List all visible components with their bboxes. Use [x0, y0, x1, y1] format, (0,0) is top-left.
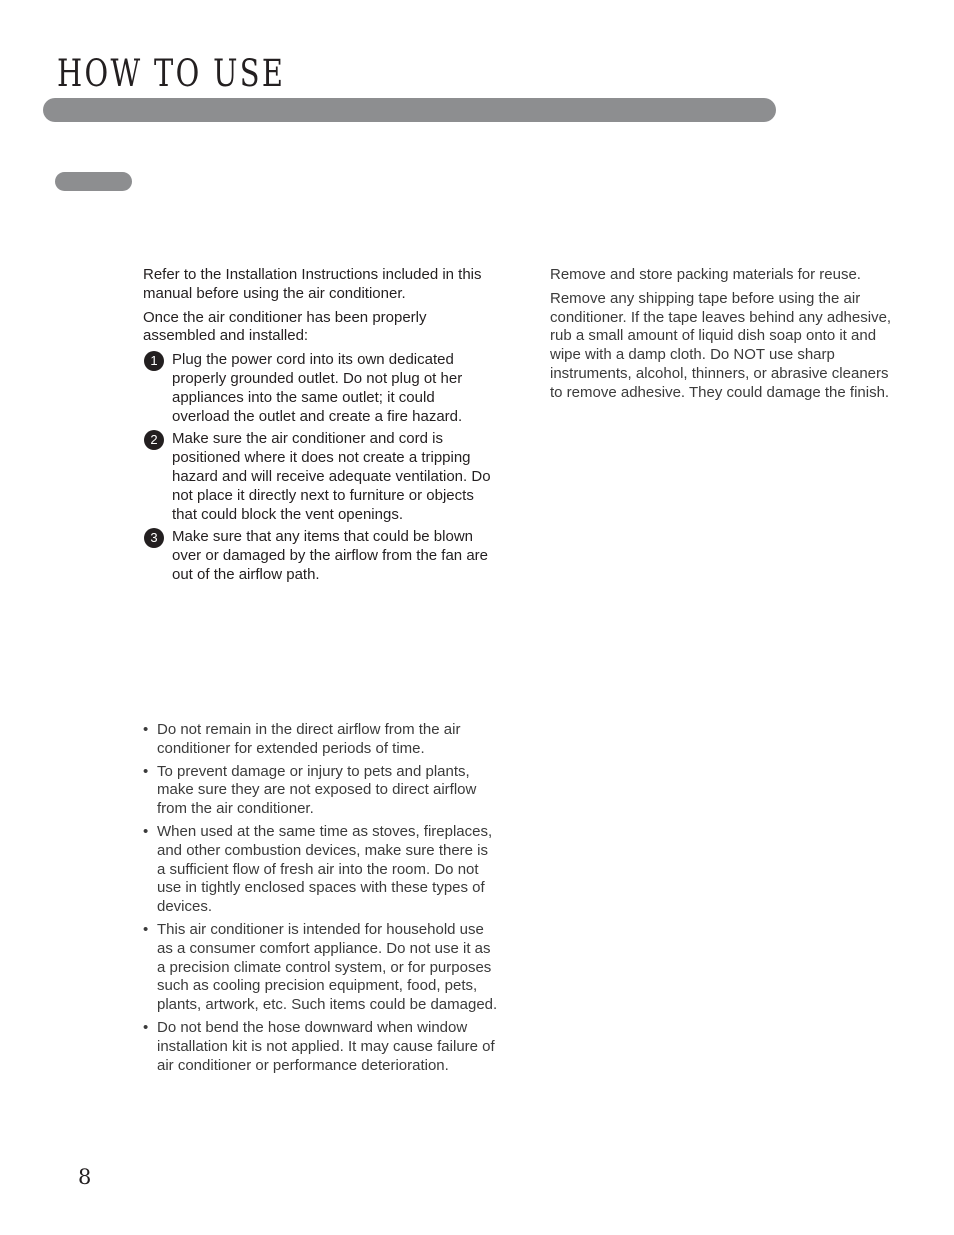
title-divider-bar — [43, 98, 776, 122]
page-number: 8 — [78, 1165, 92, 1189]
step-item — [143, 351, 493, 426]
caution-text: When used at the same time as stoves, fireplaces, and other combustion devices, make sure there is a sufficient flow of fresh air into the room. Do not use in tightly enclosed spaces with these types of devices. — [157, 822, 493, 916]
step-number-badge: 1 — [144, 351, 164, 371]
installation-intro-2: Once the air conditioner has been properly assembled and installed: — [143, 308, 427, 345]
step-item — [143, 430, 493, 524]
installation-intro: Refer to the Installation Instructions included in this manual before using the air conditioner. — [143, 266, 482, 302]
caution-item — [143, 1019, 498, 1075]
bullet-icon: • — [143, 721, 149, 738]
caution-item — [143, 823, 498, 917]
page-title: HOW TO USE — [57, 52, 286, 95]
step-item — [143, 528, 493, 584]
caution-text: To prevent damage or injury to pets and plants, make sure they are not exposed to direct airflow from the air conditioner. — [157, 762, 477, 818]
packing-paragraph: Remove and store packing materials for reuse. — [550, 266, 861, 283]
step-number-badge: 2 — [144, 430, 164, 450]
step-text: Make sure the air conditioner and cord is positioned where it does not create a tripping hazard and will receive adequate ventilation. Do not place it directly next to furniture or objects that could block the vent openings. — [172, 430, 491, 523]
tape-paragraph: Remove any shipping tape before using the air conditioner. If the tape leaves behind any adhesive, rub a small amount of liquid dish soap onto it and wipe with a damp cloth. Do NOT use sharp instruments, alcohol, thinners, or abrasive cleaners to remove adhesive. They could damage the finish. — [550, 289, 892, 401]
bullet-icon: • — [143, 920, 149, 938]
caution-text: This air conditioner is intended for household use as a consumer comfort appliance. Do not use it as a precision climate control system, or for purposes such as cooling precision equipment, food, pets, plants, artwork, etc. Such items could be damaged. — [157, 920, 498, 1014]
bullet-icon: • — [143, 1018, 149, 1036]
bullet-icon: • — [143, 822, 149, 840]
bullet-icon: • — [143, 762, 149, 780]
step-text: Make sure that any items that could be blown over or damaged by the airflow from the fan are out of the airflow path. — [172, 528, 488, 583]
step-text: Plug the power cord into its own dedicated properly grounded outlet. Do not plug ot her appliances into the same outlet; it could overload the outlet and create a fire hazard. — [172, 351, 463, 425]
caution-item — [143, 763, 498, 819]
caution-item — [143, 921, 498, 1015]
installation-column — [143, 266, 493, 589]
caution-list — [143, 721, 498, 1079]
caution-text: Do not remain in the direct airflow from the air conditioner for extended periods of time. — [157, 721, 461, 757]
caution-item — [143, 721, 498, 759]
caution-text: Do not bend the hose downward when window installation kit is not applied. It may cause failure of air conditioner or performance deterioration. — [157, 1018, 495, 1074]
step-number-badge: 3 — [144, 528, 164, 548]
packing-column — [550, 266, 895, 408]
section-heading-pill — [55, 172, 132, 191]
installation-steps — [143, 351, 493, 585]
